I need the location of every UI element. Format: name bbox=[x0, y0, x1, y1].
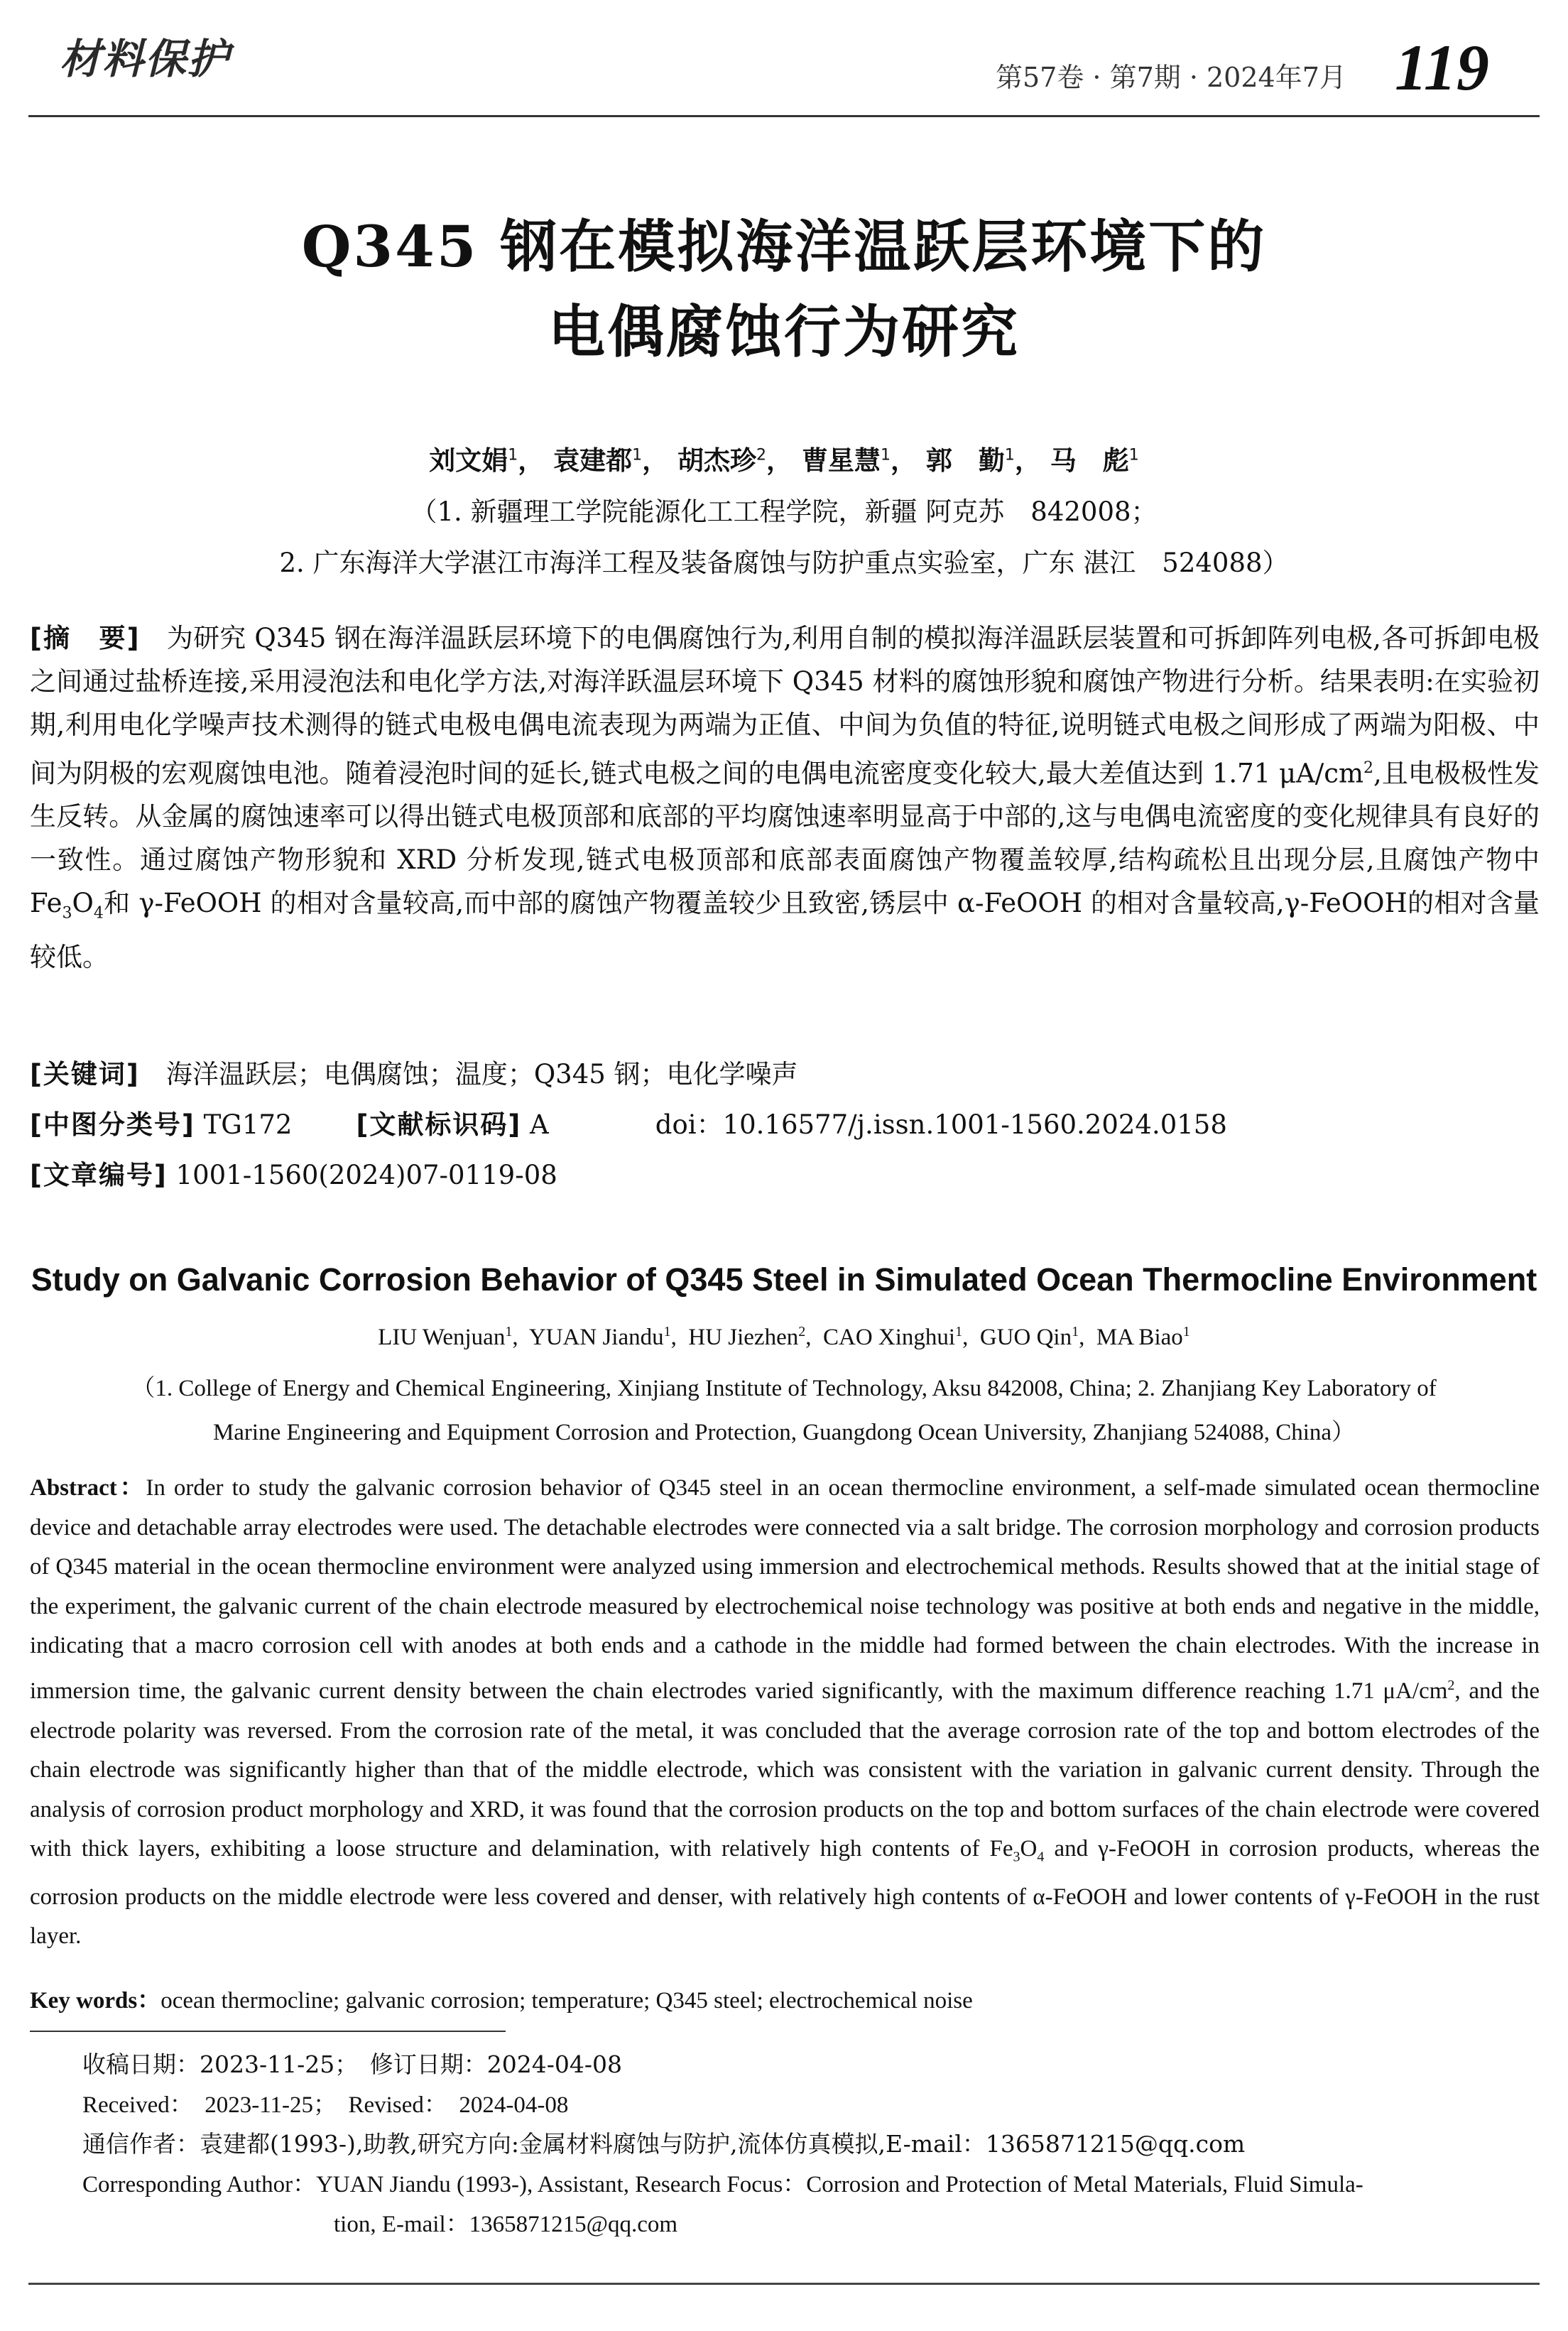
abstract-en-label: Abstract： bbox=[30, 1475, 146, 1501]
keywords-cn bbox=[30, 1053, 798, 1091]
abstract-cn-label: [摘 要] bbox=[30, 623, 141, 653]
keywords-cn-text: 海洋温跃层；电偶腐蚀；温度；Q345 钢；电化学噪声 bbox=[165, 1059, 798, 1090]
corresponding-author-cn: 通信作者：袁建都(1993-),助教,研究方向:金属材料腐蚀与防护,流体仿真模拟,E-mail：1365871215@qq.com bbox=[82, 2130, 1246, 2158]
abstract-cn-text-3: 和 γ-FeOOH 的相对含量较高,而中部的腐蚀产物覆盖较少且致密,锈层中 α-FeOOH 的相对含量较高,γ-FeOOH的相对含量较低。 bbox=[30, 888, 1540, 972]
clc-label: [中图分类号] bbox=[30, 1109, 195, 1140]
journal-logo: 材料保护 bbox=[60, 35, 231, 83]
abstract-cn-text-1: 为研究 Q345 钢在海洋温跃层环境下的电偶腐蚀行为,利用自制的模拟海洋温跃层装置和可拆卸阵列电极,各可拆卸电极之间通过盐桥连接,采用浸泡法和电化学方法,对海洋跃温层环境下 Q345 材料的腐蚀形貌和腐蚀产物进行分析。结果表明:在实验初期,利用电化学噪声技术测得的链式电极电偶电流表现为两端为正值、中间为负值的特征,说明链式电极之间形成了两端为阳极、中间为阴极的宏观腐蚀电池。随着浸泡时间的延长,链式电极之间的电偶电流密度变化较大,最大差值达到 1.71 μA/cm bbox=[30, 623, 1540, 789]
english-title: Study on Galvanic Corrosion Behavior of Q345 Steel in Simulated Ocean Thermocline Environment bbox=[31, 1261, 1537, 1298]
footnote-rule bbox=[30, 2031, 506, 2032]
doc-code-label: [文献标识码] bbox=[356, 1109, 522, 1140]
author: 马 彪$^1$ bbox=[1050, 445, 1139, 476]
issue-info: 第57卷 · 第7期 · 2024年7月 bbox=[996, 62, 1346, 93]
article-number-label: [文章编号] bbox=[30, 1160, 168, 1190]
abstract-en-text-2: , and the electrode polarity was reversed. From the corrosion rate of the metal, it was concluded that the average corrosion rate of the top and bottom electrodes of the chain electrode was significantly higher than that of the middle electrode, which was consistent with the variation in galvanic current density. Through the analysis of corrosion product morphology and XRD, it was found that the corrosion products on the top and bottom surfaces of the chain electrode were covered with thick layers, exhibiting a loose structure and delamination, with relatively high contents of Fe bbox=[30, 1678, 1540, 1862]
doc-code-value: A bbox=[530, 1109, 549, 1140]
keywords-en-text: ocean thermocline; galvanic corrosion; temperature; Q345 steel; electrochemical noise bbox=[160, 1988, 973, 2014]
received-date-cn: 收稿日期：2023-11-25； 修订日期：2024-04-08 bbox=[82, 2050, 623, 2078]
article-number-line bbox=[30, 1153, 557, 1192]
abstract-en-text-1: In order to study the galvanic corrosion behavior of Q345 steel in an ocean thermocline environment, a self-made simulated ocean thermocline device and detachable array electrodes were used. The detachable electrodes were connected via a salt bridge. The corrosion morphology and corrosion products of Q345 material in the ocean thermocline environment were analyzed using immersion and electrochemical methods. Results showed that at the initial stage of the experiment, the galvanic current of the chain electrode measured by electrochemical noise technology was positive at both ends and negative in the middle, indicating that a macro corrosion cell with anodes at both ends and a cathode in the middle had formed between the chain electrodes. With the increase in immersion time, the galvanic current density between the chain electrodes varied significantly, with the maximum difference reaching 1.71 μA/cm bbox=[30, 1475, 1540, 1704]
page-number: 119 bbox=[1395, 31, 1489, 104]
received-date-en: Received： 2023-11-25； Revised： 2024-04-08 bbox=[82, 2092, 569, 2118]
author: 郭 勤$^1$ bbox=[925, 445, 1015, 476]
bottom-rule bbox=[28, 2283, 1540, 2285]
doi: doi：10.16577/j.issn.1001-1560.2024.0158 bbox=[655, 1109, 1227, 1140]
keywords-en bbox=[30, 1982, 973, 2015]
abstract-cn: [摘 要] 为研究 Q345 钢在海洋温跃层环境下的电偶腐蚀行为,利用自制的模拟海洋温跃层装置和可拆卸阵列电极,各可拆卸电极之间通过盐桥连接,采用浸泡法和电化学方法,对海洋跃温层环境下 Q345 材料的腐蚀形貌和腐蚀产物进行分析。结果表明:在实验初期,利用电化学噪声技术测得的链式电极电偶电流表现为两端为正值、中间为负值的特征,说明链式电极之间形成了两端为阳极、中间为阴极的宏观腐蚀电池。随着浸泡时间的延长,链式电极之间的电偶电流密度变化较大,最大差值达到 1.71 $\mu A/cm^2$,且电极极性发生反转。从金属的腐蚀速率可以得出链式电极顶部和底部的平均腐蚀速率明显高于中部的,这与电偶电流密度的变化规律具有良好的一致性。通过腐蚀产物形貌和 XRD 分析发现,链式电极顶部和底部表面腐蚀产物覆盖较厚,结构疏松且出现分层,且腐蚀产物中 $Fe_3O_4$和 γ-FeOOH 的相对含量较高,而中部的腐蚀产物覆盖较少且致密,锈层中 α-FeOOH 的相对含量较高,γ-FeOOH的相对含量较低。 bbox=[30, 623, 1540, 972]
english-affiliation-2: Marine Engineering and Equipment Corrosion and Protection, Guangdong Ocean University, Zhanjiang 524088, China） bbox=[212, 1420, 1356, 1445]
abstract-en: Abstract：In order to study the galvanic corrosion behavior of Q345 steel in an ocean thermocline environment, a self-made simulated ocean thermocline device and detachable array electrodes were used. The detachable electrodes were connected via a salt bridge. The corrosion morphology and corrosion products of Q345 material in the ocean thermocline environment were analyzed using immersion and electrochemical methods. Results showed that at the initial stage of the experiment, the galvanic current of the chain electrode measured by electrochemical noise technology was positive at both ends and negative in the middle, indicating that a macro corrosion cell with anodes at both ends and a cathode in the middle had formed between the chain electrodes. With the increase in immersion time, the galvanic current density between the chain electrodes varied significantly, with the maximum difference reaching 1.71 $\mu A/cm^2$, and the electrode polarity was reversed. From the corrosion rate of the metal, it was concluded that the average corrosion rate of the top and bottom electrodes of the chain electrode was significantly higher than that of the middle electrode, which was consistent with the variation in galvanic current density. Through the analysis of corrosion product morphology and XRD, it was found that the corrosion products on the top and bottom surfaces of the chain electrode were covered with thick layers, exhibiting a loose structure and delamination, with relatively high contents of $Fe_3O_4$ and γ-FeOOH in corrosion products, whereas the corrosion products on the middle electrode were less covered and denser, with relatively high contents of α-FeOOH and lower contents of γ-FeOOH in the rust layer. bbox=[30, 1475, 1540, 1950]
abstract-en-text-3: and γ-FeOOH in corrosion products, whereas the corrosion products on the middle electrode were less covered and denser, with relatively high contents of α-FeOOH and lower contents of γ-FeOOH in the rust layer. bbox=[30, 1836, 1540, 1950]
keywords-en-label: Key words： bbox=[30, 1988, 161, 2014]
clc-value: TG172 bbox=[203, 1109, 293, 1140]
paper-title-line-2: 电偶腐蚀行为研究 bbox=[548, 298, 1020, 365]
classification-line bbox=[30, 1103, 1227, 1141]
affiliation-2: 2. 广东海洋大学湛江市海洋工程及装备腐蚀与防护重点实验室，广东 湛江 524088） bbox=[279, 548, 1289, 578]
header-rule bbox=[28, 115, 1540, 117]
author-list: 刘文娟$^1$， 袁建都$^1$， 胡杰珍$^2$， 曹星慧$^1$， 郭 勤$^1$， 马 彪$^1$ bbox=[429, 445, 1139, 476]
author: 曹星慧$^1$ bbox=[801, 445, 891, 476]
author: 刘文娟$^1$ bbox=[429, 445, 518, 476]
abstract-cn-text-2: ,且电极极性发生反转。从金属的腐蚀速率可以得出链式电极顶部和底部的平均腐蚀速率明显高于中部的,这与电偶电流密度的变化规律具有良好的一致性。通过腐蚀产物形貌和 XRD 分析发现,链式电极顶部和底部表面腐蚀产物覆盖较厚,结构疏松且出现分层,且腐蚀产物中 Fe bbox=[30, 758, 1540, 919]
english-affiliation-1: （1. College of Energy and Chemical Engineering, Xinjiang Institute of Technology, Aksu 842008, China; 2. Zhanjiang Key Laboratory of bbox=[131, 1376, 1437, 1401]
author: 袁建都$^1$ bbox=[553, 445, 643, 476]
corresponding-author-en: Corresponding Author：YUAN Jiandu (1993-), Assistant, Research Focus：Corrosion and Protection of Metal Materials, Fluid Simula- bbox=[82, 2172, 1363, 2197]
affiliation-1: （1. 新疆理工学院能源化工工程学院，新疆 阿克苏 842008； bbox=[410, 496, 1158, 527]
author: 胡杰珍$^2$ bbox=[677, 445, 767, 476]
article-number-value: 1001-1560(2024)07-0119-08 bbox=[175, 1160, 557, 1190]
keywords-cn-label: [关键词] bbox=[30, 1059, 140, 1090]
english-author-list: LIU Wenjuan$^1$, YUAN Jiandu$^1$, HU Jiezhen$^2$, CAO Xinghui$^1$, GUO Qin$^1$, MA Biao$^1$ bbox=[378, 1324, 1190, 1350]
paper-title-line-1: Q345 钢在模拟海洋温跃层环境下的 bbox=[301, 213, 1267, 280]
corresponding-author-en-continued: tion, E-mail：1365871215@qq.com bbox=[334, 2212, 678, 2237]
